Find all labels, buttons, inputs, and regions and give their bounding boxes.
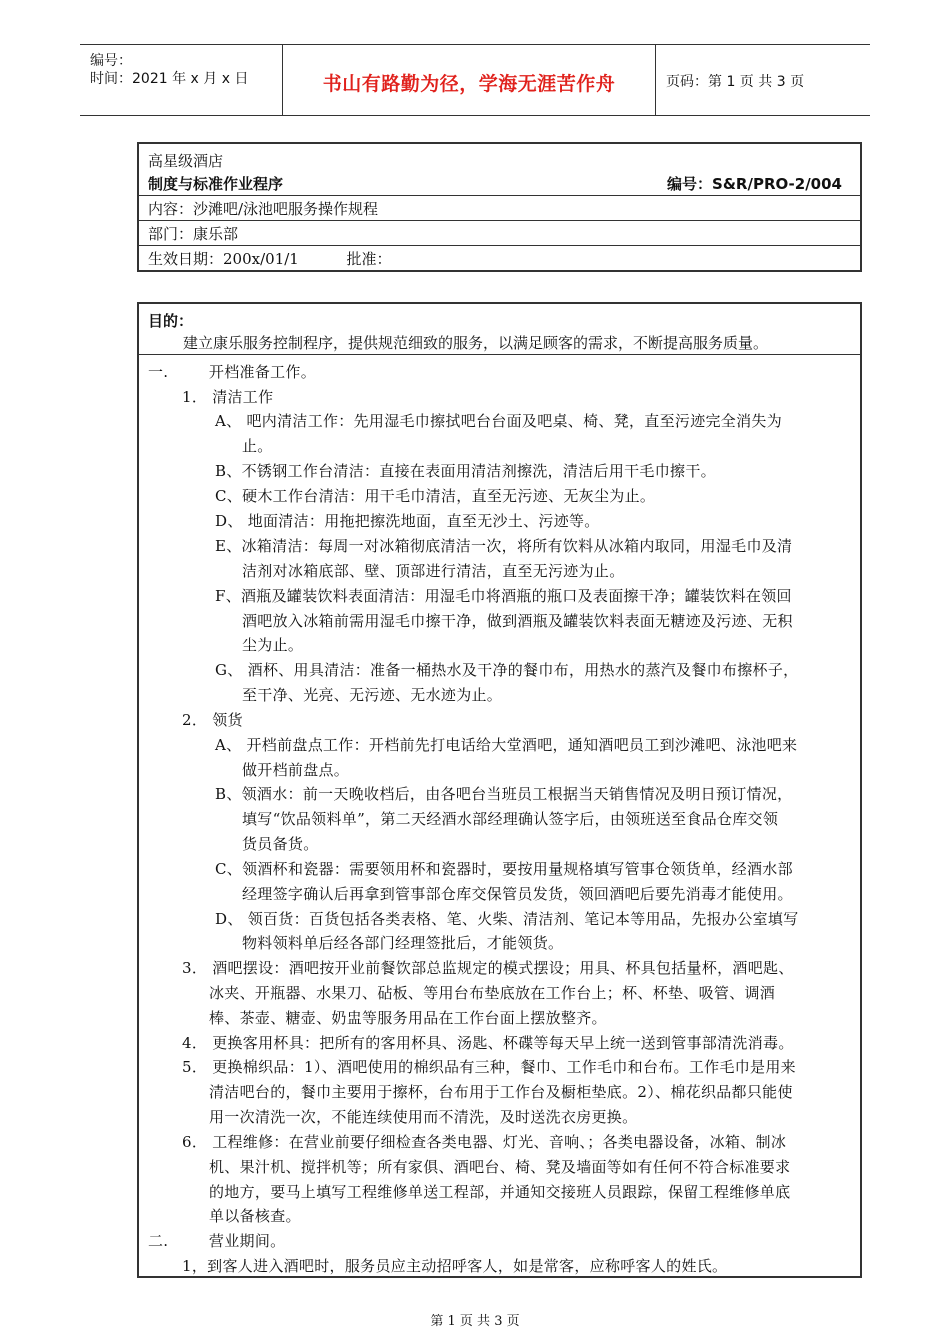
header-motto-cell bbox=[283, 45, 656, 115]
info-table bbox=[137, 142, 862, 272]
list-item: 棒、茶壶、糖壶、奶盅等服务用品在工作台面上摆放整齐。 bbox=[209, 1009, 607, 1027]
hotel-name: 高星级酒店 bbox=[148, 152, 224, 170]
system-title: 制度与标准作业程序 bbox=[148, 175, 284, 193]
info-row-effective bbox=[139, 246, 860, 270]
info-row-content bbox=[139, 196, 860, 221]
purpose-text: 建立康乐服务控制程序，提供规范细致的服务，以满足顾客的需求，不断提高服务质量。 bbox=[183, 334, 769, 352]
list-item: D、 地面清洁：用拖把擦洗地面，直至无沙土、污迹等。 bbox=[215, 512, 600, 530]
list-item: D、 领百货：百货包括各类表格、笔、火柴、清洁剂、笔记本等用品，先报办公室填写 bbox=[215, 910, 799, 928]
list-item: E、冰箱清洁：每周一对冰箱彻底清洁一次，将所有饮料从冰箱内取同，用湿毛巾及清 bbox=[215, 537, 793, 555]
list-item: G、 酒杯、用具清洁：准备一桶热水及干净的餐巾布，用热水的蒸汽及餐巾布擦杯子， bbox=[215, 661, 799, 679]
time-label: 时间：2021 年 x 月 x 日 bbox=[90, 71, 249, 87]
list-item: 1． 清洁工作 bbox=[182, 388, 274, 406]
document-number: 编号：S&R/PRO-2/004 bbox=[667, 175, 842, 193]
list-item: 单以备核查。 bbox=[209, 1207, 301, 1225]
list-item: 2． 领货 bbox=[182, 711, 243, 729]
list-item: 止。 bbox=[242, 437, 273, 455]
footer-page-number: 第 1 页 共 3 页 bbox=[430, 1314, 520, 1329]
list-item: 经理签字确认后再拿到管事部仓库交保管员发货，领回酒吧后要先消毒才能使用。 bbox=[242, 885, 793, 903]
info-row-dept bbox=[139, 221, 860, 246]
list-item: 清洁吧台的，餐巾主要用于擦杯，台布用于工作台及橱柜垫底。2）、棉花织品都只能使 bbox=[209, 1083, 793, 1101]
list-item: 1，到客人进入酒吧时，服务员应主动招呼客人，如是常客，应称呼客人的姓氏。 bbox=[182, 1257, 728, 1275]
section-heading: 二. 营业期间。 bbox=[148, 1232, 286, 1250]
list-item: B、不锈钢工作台清洁：直接在表面用清洁剂擦洗，清洁后用干毛巾擦干。 bbox=[215, 462, 716, 480]
list-item: B、领酒水：前一天晚收档后，由各吧台当班员工根据当天销售情况及明日预订情况， bbox=[215, 785, 793, 803]
list-item: 物料领料单后经各部门经理签批后，才能领货。 bbox=[242, 934, 564, 952]
list-item: 5． 更换棉织品：1）、酒吧使用的棉织品有三种，餐巾、工作毛巾和台布。工作毛巾是用来 bbox=[182, 1058, 796, 1076]
list-item: 货员备货。 bbox=[242, 835, 319, 853]
list-item: 3． 酒吧摆设：酒吧按开业前餐饮部总监规定的模式摆设；用具、杯具包括量杯，酒吧匙、 bbox=[182, 959, 794, 977]
list-item: 洁剂对冰箱底部、壁、顶部进行清洁，直至无污迹为止。 bbox=[242, 562, 625, 580]
list-item: 酒吧放入冰箱前需用湿毛巾擦干净，做到酒瓶及罐装饮料表面无糖迹及污迹、无积 bbox=[242, 612, 793, 630]
info-row-title bbox=[139, 144, 860, 196]
list-item: 尘为止。 bbox=[242, 636, 304, 654]
header-page-cell bbox=[656, 45, 870, 115]
page-indicator: 页码：第 1 页 共 3 页 bbox=[666, 74, 805, 90]
department-label: 部门：康乐部 bbox=[148, 225, 239, 243]
number-label: 编号： bbox=[90, 53, 132, 69]
list-item: 6． 工程维修：在营业前要仔细检查各类电器、灯光、音响、；各类电器设备，冰箱、制冰 bbox=[182, 1133, 787, 1151]
effective-date: 生效日期：200x/01/1 批准： bbox=[148, 250, 392, 268]
list-item: 填写“饮品领料单”，第二天经酒水部经理确认签字后，由领班送至食品仓库交领 bbox=[242, 810, 779, 828]
list-item: C、硬木工作台清洁：用干毛巾清洁，直至无污迹、无灰尘为止。 bbox=[215, 487, 656, 505]
list-item: 至干净、光亮、无污迹、无水迹为止。 bbox=[242, 686, 503, 704]
list-item: 4． 更换客用杯具：把所有的客用杯具、汤匙、杯碟等每天早上统一送到管事部清洗消毒。 bbox=[182, 1034, 794, 1052]
list-item: A、 开档前盘点工作：开档前先打电话给大堂酒吧，通知酒吧员工到沙滩吧、泳池吧来 bbox=[215, 736, 798, 754]
list-item: 做开档前盘点。 bbox=[242, 761, 350, 779]
list-item: 的地方，要马上填写工程维修单送工程部，并通知交接班人员跟踪，保留工程维修单底 bbox=[209, 1183, 791, 1201]
list-item: 用一次清洗一次，不能连续使用而不清洗，及时送洗衣房更换。 bbox=[209, 1108, 638, 1126]
content-label: 内容：沙滩吧/泳池吧服务操作规程 bbox=[148, 200, 379, 218]
document-header bbox=[80, 44, 870, 116]
header-left-cell bbox=[80, 45, 283, 115]
motto: 书山有路勤为径，学海无涯苦作舟 bbox=[322, 73, 616, 95]
purpose-title: 目的： bbox=[148, 312, 194, 330]
list-item: A、 吧内清洁工作：先用湿毛巾擦拭吧台台面及吧桌、椅、凳，直至污迹完全消失为 bbox=[215, 412, 783, 430]
list-item: 机、果汁机、搅拌机等；所有家俱、酒吧台、椅、凳及墙面等如有任何不符合标准要求 bbox=[209, 1158, 791, 1176]
list-item: 冰夹、开瓶器、水果刀、砧板、等用台布垫底放在工作台上；杯、杯垫、吸管、调酒 bbox=[209, 984, 776, 1002]
list-item: C、领酒杯和瓷器：需要领用杯和瓷器时，要按用量规格填写管事仓领货单，经酒水部 bbox=[215, 860, 793, 878]
procedure-body bbox=[137, 302, 862, 1278]
section-heading: 一. 开档准备工作。 bbox=[148, 363, 317, 381]
list-item: F、酒瓶及罐装饮料表面清洁：用湿毛巾将酒瓶的瓶口及表面擦干净；罐装饮料在领回 bbox=[215, 587, 792, 605]
divider bbox=[139, 354, 860, 355]
